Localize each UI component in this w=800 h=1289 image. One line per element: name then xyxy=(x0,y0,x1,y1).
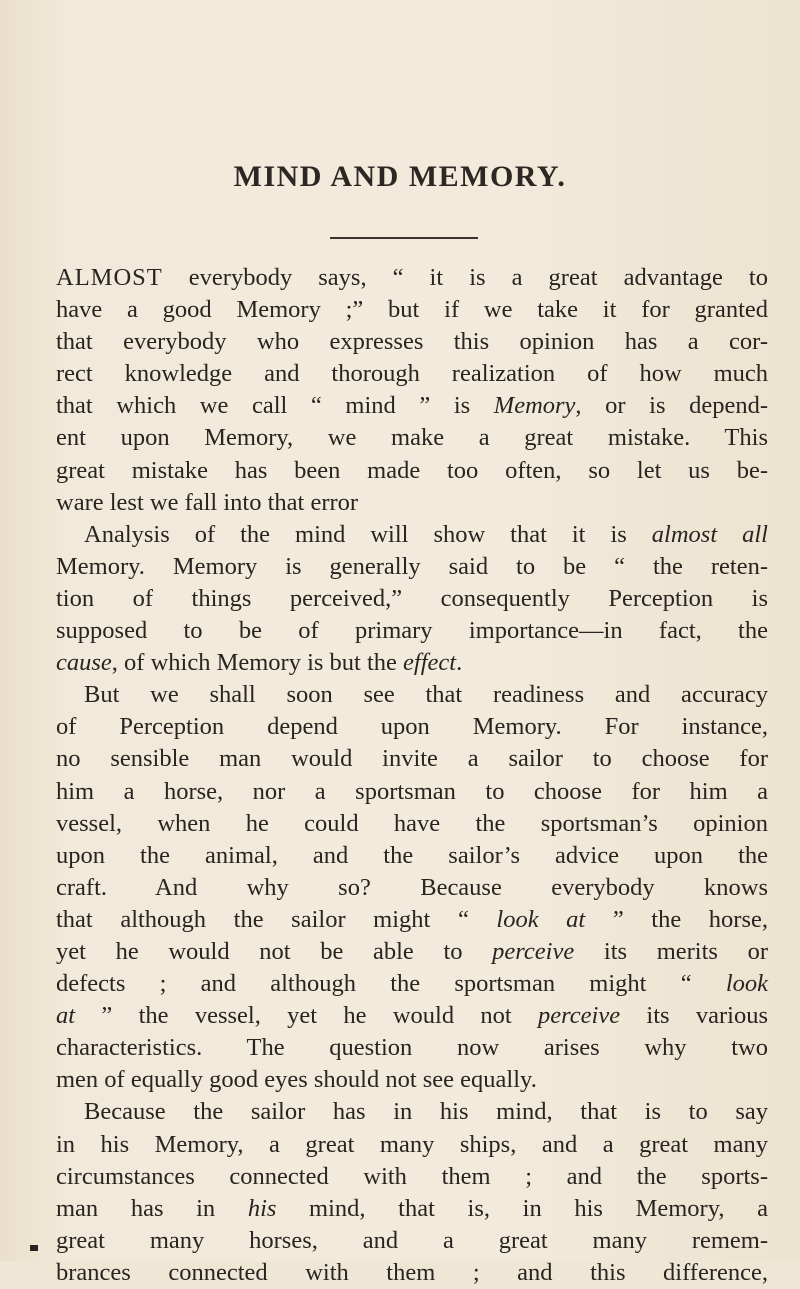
text-line: brances connected with them ; and this difference, xyxy=(56,1258,768,1286)
chapter-title: MIND AND MEMORY. xyxy=(233,160,567,193)
text-line: But we shall soon see that readiness and accuracy xyxy=(84,681,768,709)
text-line: Because the sailor has in his mind, that is to say xyxy=(84,1098,768,1126)
text-line: no sensible man would invite a sailor to choose for xyxy=(56,745,768,773)
text-line: characteristics. The question now arises why two xyxy=(56,1034,768,1062)
text-line: defects ; and although the sportsman might “ look xyxy=(56,970,768,998)
text-line: that everybody who expresses this opinion has a cor- xyxy=(56,328,768,356)
text-line: upon the animal, and the sailor’s advice upon the xyxy=(56,841,768,869)
text-line: at ” the vessel, yet he would not perceive its various xyxy=(56,1002,769,1030)
text-line: tion of things perceived,” consequently Perception is xyxy=(56,584,768,612)
body-text xyxy=(56,262,768,1289)
text-line: that which we call “ mind ” is Memory, or is depend- xyxy=(56,392,768,420)
title-rule xyxy=(330,237,478,239)
text-line: in his Memory, a great many ships, and a great many xyxy=(56,1130,768,1158)
text-line: Memory. Memory is generally said to be “ the reten- xyxy=(56,552,768,580)
text-line: ALMOST everybody says, “ it is a great advantage to xyxy=(56,264,768,291)
text-line: circumstances connected with them ; and the sports- xyxy=(56,1162,768,1190)
text-line: supposed to be of primary importance—in fact, the xyxy=(56,617,768,645)
text-line: ware lest we fall into that error xyxy=(56,488,359,516)
text-line: cause, of which Memory is but the effect. xyxy=(56,649,463,677)
text-line: rect knowledge and thorough realization of how much xyxy=(56,360,768,388)
scan-artifact xyxy=(30,1245,38,1251)
drop-word: ALMOST xyxy=(56,264,163,291)
text-line: that although the sailor might “ look at ” the horse, xyxy=(56,905,768,933)
text-line: craft. And why so? Because everybody knows xyxy=(56,873,768,901)
text-line: great mistake has been made too often, so let us be- xyxy=(56,456,768,484)
text-line: men of equally good eyes should not see equally. xyxy=(56,1066,537,1094)
text-line: yet he would not be able to perceive its merits or xyxy=(56,937,768,965)
text-line: vessel, when he could have the sportsman’s opinion xyxy=(56,809,768,837)
text-line: Analysis of the mind will show that it is almost all xyxy=(84,520,768,548)
text-line: man has in his mind, that is, in his Memory, a xyxy=(56,1194,768,1222)
text-line: have a good Memory ;” but if we take it for granted xyxy=(56,296,768,324)
text-line: him a horse, nor a sportsman to choose for him a xyxy=(56,777,768,805)
text-line: of Perception depend upon Memory. For instance, xyxy=(56,713,768,741)
text-line: great many horses, and a great many remem- xyxy=(56,1226,768,1254)
text-line: ent upon Memory, we make a great mistake. This xyxy=(56,424,768,452)
